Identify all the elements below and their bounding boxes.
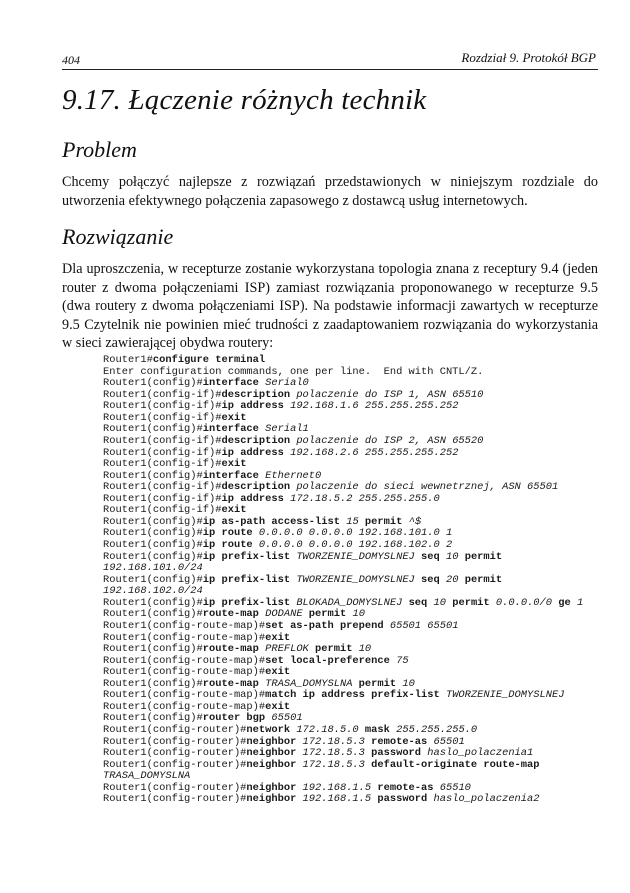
- code-prompt: Router1(config)#: [103, 573, 203, 586]
- code-command: password: [377, 793, 434, 806]
- code-prompt: Router1(config-route-map)#: [103, 631, 266, 644]
- code-argument: haslo_polaczenia2: [433, 793, 540, 806]
- code-command: neighbor: [246, 735, 303, 748]
- code-prompt: Router1(config)#: [103, 469, 203, 482]
- code-argument: ^$: [408, 515, 422, 528]
- code-prompt: Router1(config)#: [103, 643, 203, 656]
- code-command: configure terminal: [152, 354, 266, 366]
- code-prompt: Router1(config)#: [103, 712, 203, 725]
- code-prompt: Router1(config)#: [103, 596, 203, 609]
- solution-heading: Rozwiązanie: [62, 224, 174, 249]
- code-command: neighbor: [246, 781, 303, 794]
- code-prompt: Router1(config-if)#: [103, 481, 222, 494]
- solution-paragraph: Dla uproszczenia, w recepturze zostanie wykorzystana topologia znana z receptury 9.4 (jeden router z dwoma połączeniami ISP) zamiast rozwiązania proponowanego w recepturze 9.5 (dwa routery z dwoma połączeniami ISP). Na podstawie informacji zawartych w recepturze 9.5 Czytelnik nie powinien mieć trudności z zaadaptowaniem rozwiązania do wykorzystania w sieci zawierającej obydwa routery:: [62, 261, 598, 352]
- code-prompt: Router1(config-router)#: [103, 781, 247, 794]
- code-command: permit: [358, 677, 403, 690]
- code-argument: polaczenie do sieci wewnetrznej, ASN 65501: [296, 481, 559, 494]
- router-config-listing: [103, 355, 623, 806]
- code-argument: TWORZENIE_DOMYSLNEJ: [296, 550, 422, 563]
- code-argument: 172.18.5.0: [296, 724, 365, 736]
- code-argument: 15: [346, 515, 365, 528]
- code-command: seq: [421, 573, 446, 586]
- code-command: permit: [464, 550, 503, 563]
- code-argument: 65501 65501: [389, 619, 459, 632]
- code-argument: 192.168.1.5: [302, 781, 378, 794]
- code-argument: 0.0.0.0 0.0.0.0 192.168.102.0 2: [258, 539, 453, 551]
- code-command: set local-preference: [265, 654, 397, 667]
- code-argument: 172.18.5.3: [302, 758, 372, 771]
- code-command: exit: [221, 411, 247, 424]
- code-command: interface: [202, 469, 266, 482]
- code-argument: PREFLOK: [265, 643, 316, 656]
- code-argument: BLOKADA_DOMYSLNEJ: [296, 596, 409, 609]
- code-prompt: Router1(config-route-map)#: [103, 700, 266, 713]
- code-command: ip prefix-list: [202, 596, 297, 609]
- code-command: network: [246, 724, 297, 736]
- code-command: mask: [364, 724, 397, 736]
- code-prompt: Router1(config)#: [103, 377, 203, 390]
- code-command: permit: [364, 515, 409, 528]
- code-command: remote-as: [377, 781, 440, 794]
- code-prompt: Router1(config-if)#: [103, 492, 222, 505]
- running-title: Rozdział 9. Protokół BGP: [461, 50, 596, 65]
- code-prompt: Router1(config)#: [103, 515, 203, 528]
- code-prompt: Router1#: [103, 354, 153, 366]
- code-command: interface: [202, 423, 266, 436]
- code-prompt: Enter configuration commands, one per line. End with CNTL/Z.: [103, 365, 484, 378]
- code-command: ip as-path access-list: [202, 515, 347, 528]
- code-command: exit: [221, 458, 247, 471]
- section-title: 9.17. Łączenie różnych technik: [62, 84, 427, 116]
- code-command: ge: [558, 596, 577, 609]
- code-command: exit: [265, 666, 291, 679]
- code-argument: DODANE: [265, 608, 309, 621]
- code-prompt: Router1(config)#: [103, 527, 203, 540]
- code-command: description: [221, 481, 297, 494]
- code-prompt: Router1(config-router)#: [103, 747, 247, 760]
- code-command: neighbor: [246, 793, 303, 806]
- page-header: [62, 50, 596, 70]
- code-command: interface: [202, 377, 266, 390]
- code-command: permit: [315, 643, 359, 656]
- code-prompt: Router1(config-route-map)#: [103, 666, 266, 679]
- code-argument: 172.18.5.2 255.255.255.0: [290, 492, 440, 505]
- code-argument: 10: [433, 596, 453, 609]
- code-command: ip route: [202, 539, 259, 551]
- code-command: default-originate route-map: [371, 758, 540, 771]
- code-argument: 192.168.102.0/24: [103, 585, 203, 598]
- code-argument: 10: [402, 677, 415, 690]
- code-argument: 192.168.2.6 255.255.255.252: [290, 446, 459, 459]
- code-command: route-map: [202, 643, 266, 656]
- code-command: permit: [308, 608, 353, 621]
- code-command: neighbor: [246, 758, 303, 771]
- code-prompt: Router1(config-if)#: [103, 434, 222, 447]
- code-command: ip route: [202, 527, 259, 540]
- code-argument: 10: [352, 608, 365, 621]
- code-command: remote-as: [371, 735, 434, 748]
- code-argument: Serial1: [265, 423, 309, 436]
- code-prompt: Router1(config-if)#: [103, 388, 222, 401]
- code-argument: 192.168.1.5: [302, 793, 378, 806]
- code-command: route-map: [202, 677, 266, 690]
- code-argument: polaczenie do ISP 2, ASN 65520: [296, 434, 484, 447]
- problem-heading: Problem: [62, 137, 137, 162]
- code-prompt: Router1(config-route-map)#: [103, 689, 266, 702]
- code-argument: 0.0.0.0/0: [495, 596, 559, 609]
- code-command: password: [371, 747, 428, 760]
- code-argument: 65501: [271, 712, 303, 725]
- code-command: exit: [265, 631, 291, 644]
- code-command: router bgp: [202, 712, 272, 725]
- code-argument: 192.168.101.0/24: [103, 562, 203, 575]
- code-prompt: Router1(config)#: [103, 677, 203, 690]
- header-rule: [62, 69, 598, 70]
- code-line: [103, 794, 623, 806]
- code-command: exit: [265, 700, 291, 713]
- code-argument: 75: [396, 654, 409, 667]
- page-number: 404: [62, 53, 80, 67]
- code-prompt: Router1(config-if)#: [103, 504, 222, 517]
- problem-paragraph: Chcemy połączyć najlepsze z rozwiązań przedstawionych w niniejszym rozdziale do utworzenia efektywnego połączenia zapasowego z dostawcą usług internetowych.: [62, 174, 598, 209]
- code-argument: TWORZENIE_DOMYSLNEJ: [445, 689, 565, 702]
- code-prompt: Router1(config)#: [103, 608, 203, 621]
- code-prompt: Router1(config-route-map)#: [103, 619, 266, 632]
- code-command: ip address: [221, 492, 291, 505]
- code-prompt: Router1(config-if)#: [103, 446, 222, 459]
- code-command: route-map: [202, 608, 266, 621]
- code-prompt: Router1(config)#: [103, 423, 203, 436]
- code-argument: 0.0.0.0 0.0.0.0 192.168.101.0 1: [258, 527, 453, 540]
- code-prompt: Router1(config)#: [103, 539, 203, 551]
- code-command: neighbor: [246, 747, 303, 760]
- code-argument: haslo_polaczenia1: [427, 747, 534, 760]
- code-prompt: Router1(config-if)#: [103, 411, 222, 424]
- code-argument: TWORZENIE_DOMYSLNEJ: [296, 573, 422, 586]
- code-command: set as-path prepend: [265, 619, 390, 632]
- code-prompt: Router1(config)#: [103, 550, 203, 563]
- code-command: match ip address prefix-list: [265, 689, 446, 702]
- code-argument: 192.168.1.6 255.255.255.252: [290, 400, 459, 413]
- code-argument: 10: [358, 643, 372, 656]
- code-command: ip address: [221, 400, 291, 413]
- code-prompt: Router1(config-router)#: [103, 758, 247, 771]
- code-argument: 1: [576, 596, 584, 609]
- code-argument: TRASA_DOMYSLNA: [265, 677, 359, 690]
- code-argument: 172.18.5.3: [302, 735, 372, 748]
- code-argument: 255.255.255.0: [396, 724, 478, 736]
- code-command: ip prefix-list: [202, 550, 297, 563]
- code-argument: polaczenie do ISP 1, ASN 65510: [296, 388, 484, 401]
- code-argument: 20: [445, 573, 465, 586]
- code-prompt: Router1(config-if)#: [103, 400, 222, 413]
- code-command: permit: [464, 573, 503, 586]
- code-prompt: Router1(config-route-map)#: [103, 654, 266, 667]
- code-command: ip address: [221, 446, 291, 459]
- code-argument: TRASA_DOMYSLNA: [103, 770, 191, 783]
- code-argument: Serial0: [265, 377, 309, 390]
- code-command: description: [221, 434, 297, 447]
- code-prompt: Router1(config-router)#: [103, 793, 247, 806]
- code-argument: 10: [445, 550, 465, 563]
- code-argument: 65501: [433, 735, 465, 748]
- code-command: ip prefix-list: [202, 573, 297, 586]
- code-prompt: Router1(config-router)#: [103, 724, 247, 736]
- code-prompt: Router1(config-if)#: [103, 458, 222, 471]
- code-command: exit: [221, 504, 247, 517]
- code-argument: 65510: [439, 781, 471, 794]
- code-command: seq: [408, 596, 434, 609]
- code-prompt: Router1(config-router)#: [103, 735, 247, 748]
- code-command: permit: [452, 596, 496, 609]
- code-command: description: [221, 388, 297, 401]
- code-argument: Ethernet0: [265, 469, 322, 482]
- code-argument: 172.18.5.3: [302, 747, 372, 760]
- code-command: seq: [421, 550, 446, 563]
